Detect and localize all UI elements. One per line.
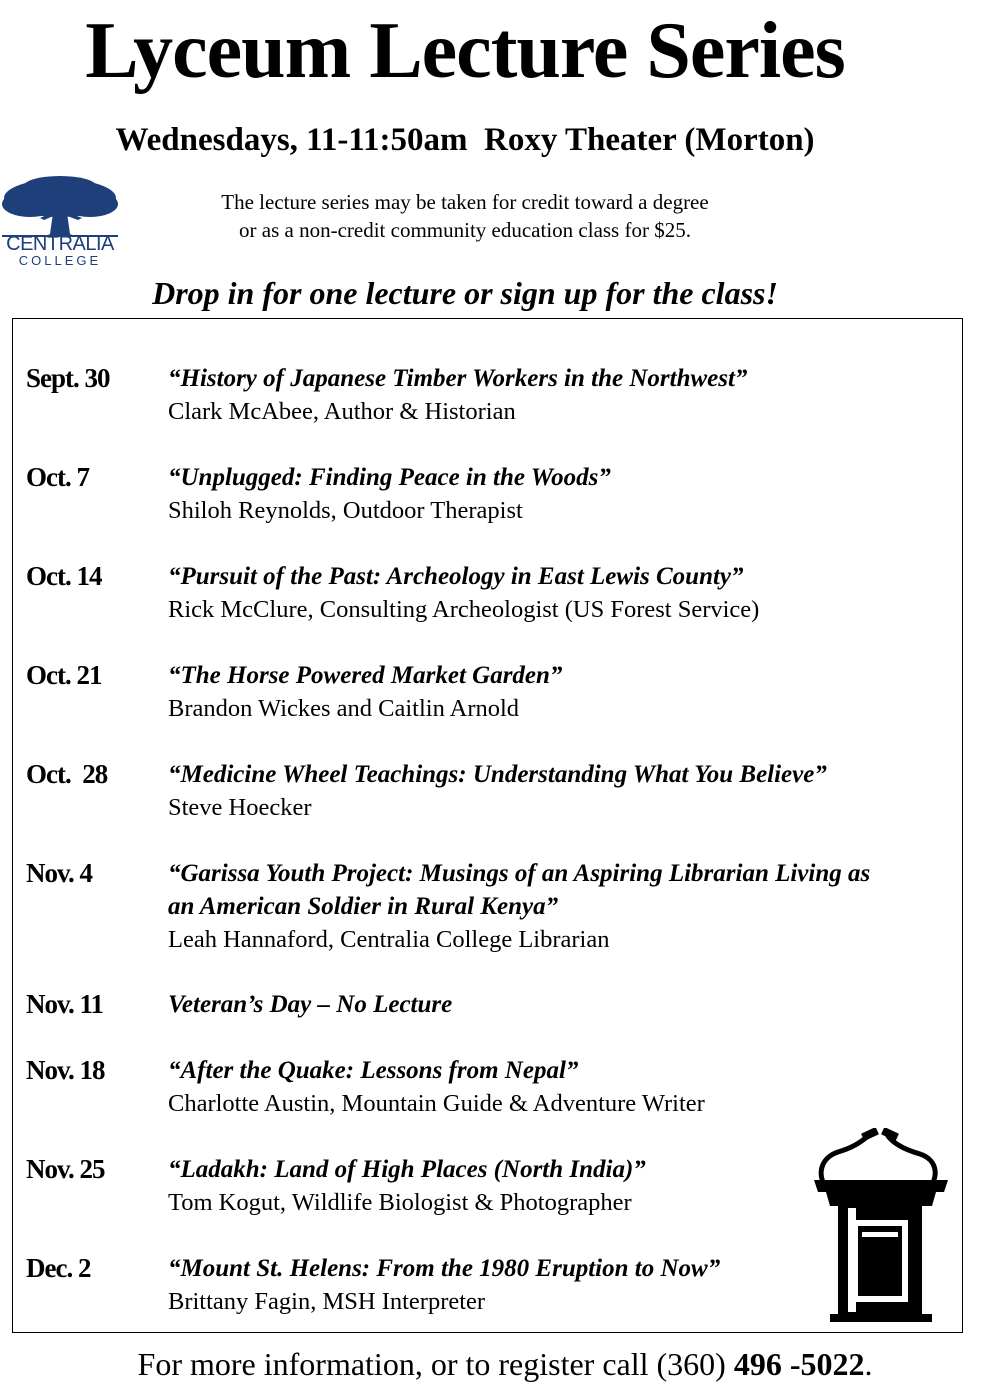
credit-note xyxy=(150,188,780,244)
lecture-speaker: Leah Hannaford, Centralia College Librarian xyxy=(168,926,610,953)
lecture-date: Oct. 28 xyxy=(26,759,108,789)
podium-icon xyxy=(808,1128,953,1323)
lecture-date: Sept. 30 xyxy=(26,363,110,393)
lecture-speaker: Shiloh Reynolds, Outdoor Therapist xyxy=(168,497,523,524)
credit-line-1: The lecture series may be taken for credit toward a degree xyxy=(221,190,709,214)
lecture-speaker: Charlotte Austin, Mountain Guide & Adventure Writer xyxy=(168,1090,705,1117)
tree-icon xyxy=(0,176,120,238)
lecture-title: “Pursuit of the Past: Archeology in East Lewis County” xyxy=(168,563,744,590)
lecture-date: Oct. 7 xyxy=(26,462,89,492)
lecture-speaker: Tom Kogut, Wildlife Biologist & Photographer xyxy=(168,1189,632,1216)
lecture-title: “Garissa Youth Project: Musings of an Aspiring Librarian Living as xyxy=(168,860,871,887)
footer-end: . xyxy=(864,1346,873,1382)
lecture-title: “After the Quake: Lessons from Nepal” xyxy=(168,1057,579,1084)
page-title: Lyceum Lecture Series xyxy=(85,7,845,95)
lecture-title: “The Horse Powered Market Garden” xyxy=(168,662,563,689)
lecture-date: Oct. 21 xyxy=(26,660,102,690)
centralia-college-logo xyxy=(0,176,120,271)
lecture-title: “Ladakh: Land of High Places (North India)” xyxy=(168,1156,646,1183)
lecture-title: “Mount St. Helens: From the 1980 Eruption to Now” xyxy=(168,1255,721,1282)
logo-name: CENTRALIA xyxy=(6,233,114,255)
lecture-title: “Unplugged: Finding Peace in the Woods” xyxy=(168,464,611,491)
footer-text: For more information, or to register call (360) xyxy=(137,1346,734,1382)
lecture-speaker: Clark McAbee, Author & Historian xyxy=(168,398,516,425)
lecture-date: Dec. 2 xyxy=(26,1253,91,1283)
schedule-line: Wednesdays, 11-11:50am Roxy Theater (Morton) xyxy=(115,122,815,158)
lecture-title: “History of Japanese Timber Workers in the Northwest” xyxy=(168,365,748,392)
lecture-title: Veteran’s Day – No Lecture xyxy=(168,991,453,1018)
footer-contact xyxy=(0,1346,986,1383)
lecture-date: Nov. 11 xyxy=(26,989,104,1019)
lecture-date: Nov. 25 xyxy=(26,1154,105,1184)
lecture-date: Oct. 14 xyxy=(26,561,102,591)
lecture-speaker: Steve Hoecker xyxy=(168,794,312,821)
lecture-title-continued: an American Soldier in Rural Kenya” xyxy=(168,893,559,920)
lecture-date: Nov. 4 xyxy=(26,858,93,888)
logo-subname: COLLEGE xyxy=(18,253,102,268)
lecture-date: Nov. 18 xyxy=(26,1055,105,1085)
tagline: Drop in for one lecture or sign up for the class! xyxy=(152,275,778,311)
lecture-speaker: Rick McClure, Consulting Archeologist (US Forest Service) xyxy=(168,596,760,623)
credit-line-2: or as a non-credit community education class for $25. xyxy=(239,218,691,242)
lecture-speaker: Brittany Fagin, MSH Interpreter xyxy=(168,1288,486,1315)
lecture-speaker: Brandon Wickes and Caitlin Arnold xyxy=(168,695,520,722)
phone-number: 496 -5022 xyxy=(733,1346,865,1382)
lecture-title: “Medicine Wheel Teachings: Understanding What You Believe” xyxy=(168,761,827,788)
